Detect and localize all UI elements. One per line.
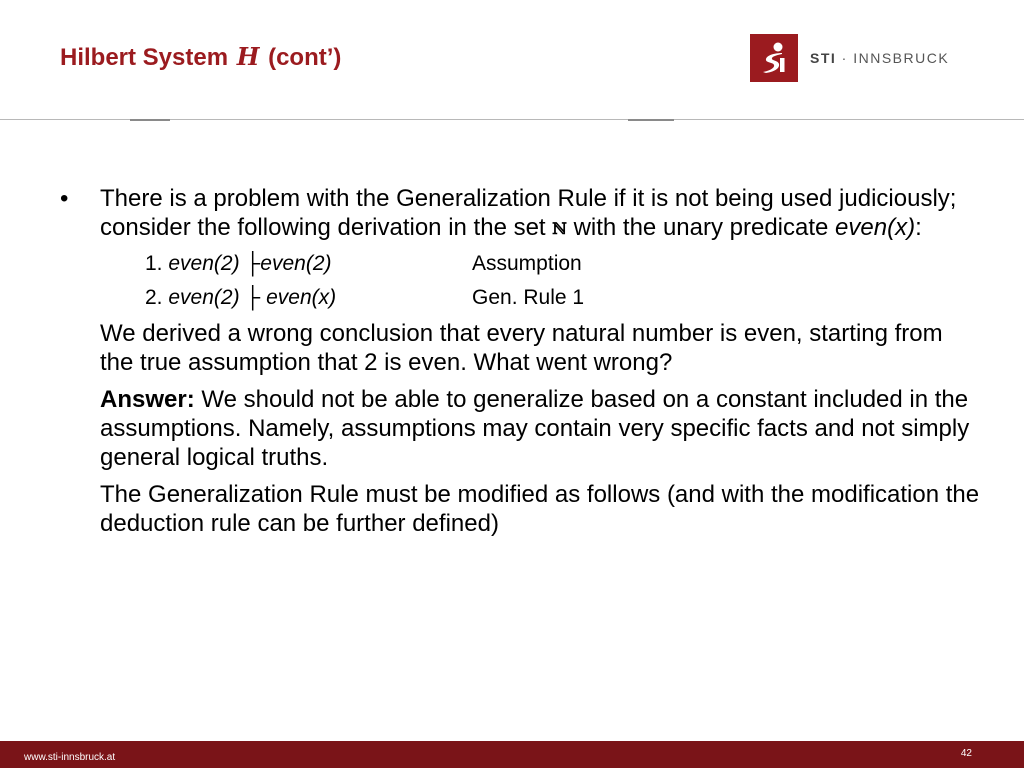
logo-text	[810, 50, 949, 66]
step-conclusion: even(x)	[260, 286, 337, 310]
bullet-text-continued: with the unary predicate	[573, 214, 829, 241]
bullet-marker: •	[60, 185, 69, 212]
footer-url: www.sti-innsbruck.at	[24, 752, 116, 763]
derivation-step	[60, 281, 980, 315]
logo-brand: STI	[810, 50, 837, 66]
step-reason: Gen. Rule 1	[472, 286, 585, 310]
derivation-step-line	[145, 281, 336, 315]
slide-content	[60, 184, 980, 538]
logo-location: INNSBRUCK	[853, 50, 950, 66]
modification-paragraph: The Generalization Rule must be modified as follows (and with the modification the deduction rule can be further defined)	[100, 481, 980, 538]
derivation-step	[60, 247, 980, 281]
answer-text: We should not be able to generalize based on a constant included in the assumptions. Namely, assumptions may contain very specific facts and not simply general logical truths.	[100, 386, 970, 472]
turnstile-symbol: ├	[245, 286, 261, 310]
wrong-conclusion-paragraph: We derived a wrong conclusion that every natural number is even, starting from the true assumption that 2 is even. What went wrong?	[100, 320, 943, 377]
step-reason: Assumption	[472, 252, 582, 276]
predicate-name: even(x)	[835, 214, 916, 241]
step-conclusion: even(2)	[260, 252, 332, 276]
header-divider-accent	[628, 119, 674, 121]
answer-label: Answer:	[100, 386, 195, 414]
page-number: 42	[960, 748, 972, 759]
sti-logo-mark	[750, 34, 798, 82]
step-number: 1.	[145, 252, 163, 276]
step-number: 2.	[145, 286, 163, 310]
turnstile-symbol: ├	[245, 252, 261, 276]
bullet-text: There is a problem with the Generalization Rule if it is not being used judiciously; consider the following derivation in the set	[100, 185, 957, 241]
footer-bar	[0, 741, 1024, 768]
title-prefix: Hilbert System	[60, 44, 229, 71]
bullet-item	[60, 184, 980, 243]
sti-logo	[750, 34, 949, 82]
header-divider-accent	[130, 119, 170, 121]
logo-separator: ·	[841, 50, 848, 66]
sti-figure-icon	[757, 40, 791, 76]
derivation-step-line	[145, 247, 332, 281]
slide-title	[60, 42, 341, 72]
natural-numbers-symbol: ℕ	[552, 219, 567, 239]
title-suffix: (cont’)	[268, 44, 342, 71]
answer-paragraph	[60, 385, 980, 472]
bullet-colon: :	[915, 214, 922, 241]
hilbert-symbol: H	[236, 42, 260, 71]
step-premise: even(2)	[168, 286, 240, 310]
step-premise: even(2)	[168, 252, 240, 276]
